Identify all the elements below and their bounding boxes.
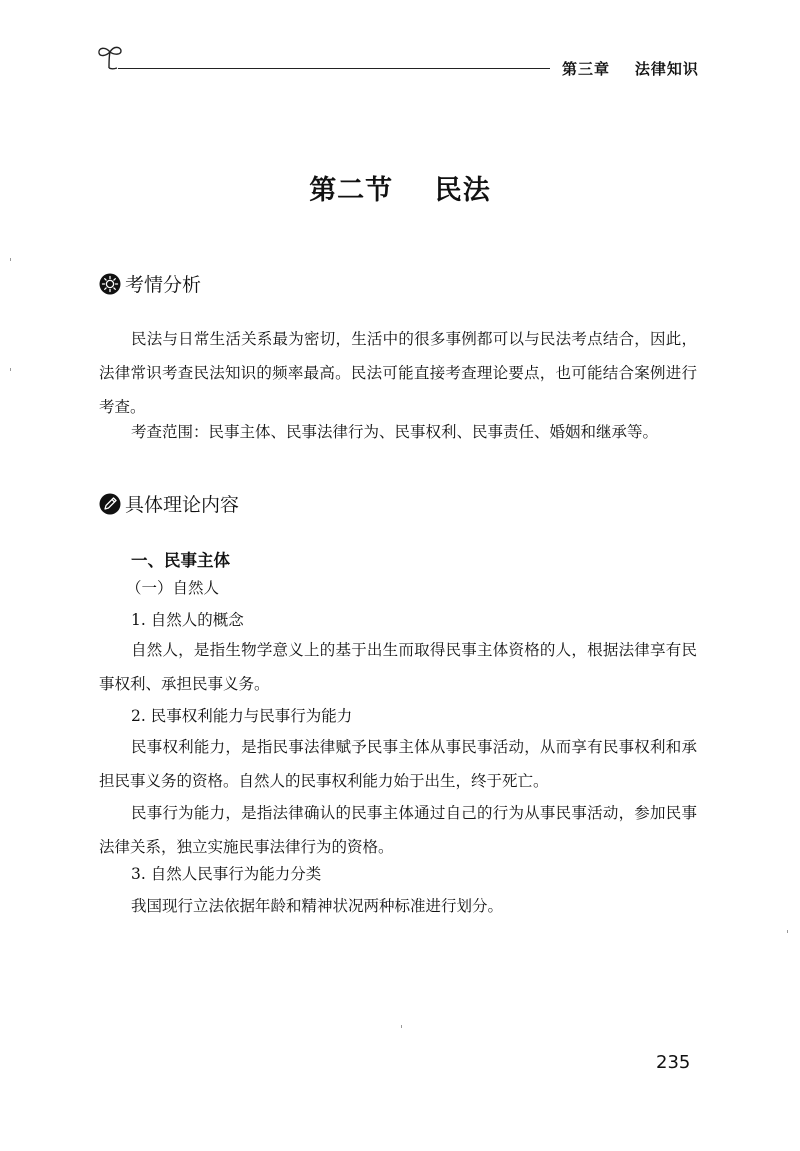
theory-title: 具体理论内容 [125,494,240,516]
scan-speck [10,258,11,261]
item1-text: 自然人，是指生物学意义上的基于出生而取得民事主体资格的人，根据法律享有民事权利、承担民事义务。 [99,641,697,693]
part1-title: 一、民事主体 [131,551,230,570]
scan-speck [401,1025,402,1028]
scan-speck [10,368,11,371]
item1-title: 1. 自然人的概念 [131,611,244,629]
scan-speck [787,930,788,933]
page-number: 235 [656,1052,691,1073]
exam-scope: 考查范围：民事主体、民事法律行为、民事权利、民事责任、婚姻和继承等。 [131,423,659,441]
item3-title: 3. 自然人民事行为能力分类 [131,865,322,883]
chapter-label: 第三章 法律知识 [562,60,699,78]
section-title: 第二节 民法 [309,175,491,206]
item2-title: 2. 民事权利能力与民事行为能力 [131,707,353,725]
sub1-title: （一）自然人 [126,579,220,597]
item3-text: 我国现行立法依据年龄和精神状况两种标准进行划分。 [131,897,504,915]
exam-analysis-heading [99,270,201,297]
header-rule [118,68,550,69]
exam-analysis-title: 考情分析 [125,274,202,296]
item2-text1: 民事权利能力，是指民事法律赋予民事主体从事民事活动，从而享有民事权利和承担民事义务的资格。自然人的民事权利能力始于出生，终于死亡。 [99,738,697,790]
sun-icon [99,273,121,295]
theory-heading [99,490,239,517]
exam-analysis-paragraph: 民法与日常生活关系最为密切，生活中的很多事例都可以与民法考点结合，因此，法律常识考查民法知识的频率最高。民法可能直接考查理论要点，也可能结合案例进行考查。 [99,330,697,416]
pencil-icon [99,493,121,515]
item2-text2: 民事行为能力，是指法律确认的民事主体通过自己的行为从事民事活动，参加民事法律关系，独立实施民事法律行为的资格。 [99,804,697,856]
